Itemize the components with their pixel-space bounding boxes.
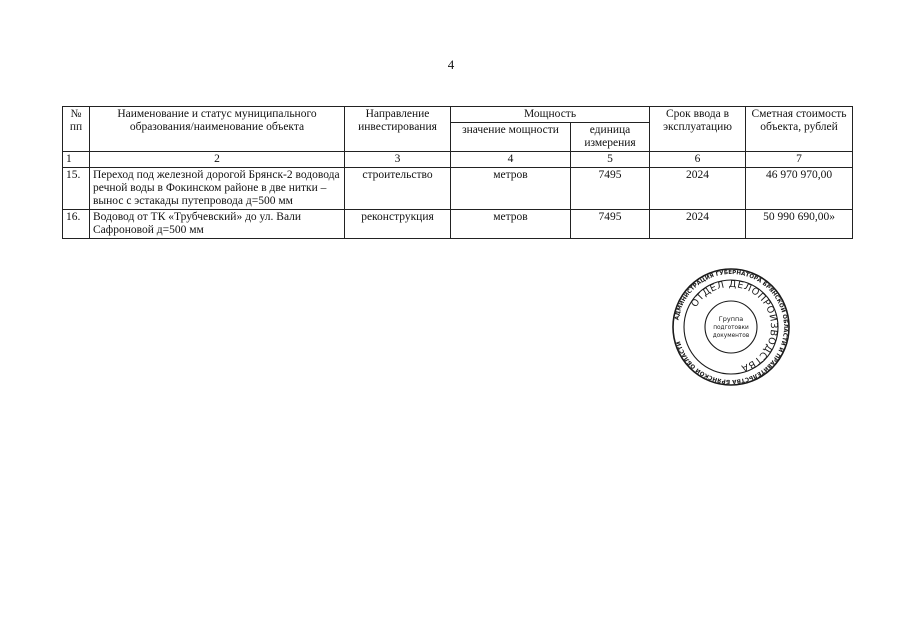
- row-cost: 46 970 970,00: [746, 168, 853, 210]
- column-number: 6: [650, 152, 746, 168]
- row-direction: реконструкция: [345, 210, 451, 239]
- row-capacity-value: метров: [451, 210, 571, 239]
- column-number: 1: [63, 152, 90, 168]
- row-capacity-value: метров: [451, 168, 571, 210]
- stamp-inner-text: ОТДЕЛ ДЕЛОПРОИЗВОДСТВА: [689, 278, 780, 374]
- investment-table: [62, 106, 853, 239]
- header-num: № пп: [63, 107, 90, 152]
- row-num: 15.: [63, 168, 90, 210]
- table-header-row: [63, 107, 853, 123]
- row-capacity-unit: 7495: [571, 210, 650, 239]
- row-cost: 50 990 690,00»: [746, 210, 853, 239]
- column-number: 7: [746, 152, 853, 168]
- page-number: 4: [447, 57, 455, 72]
- header-name: Наименование и статус муниципального образования/наименование объекта: [90, 107, 345, 152]
- table-row: [63, 168, 853, 210]
- row-name: Переход под железной дорогой Брянск-2 водовода речной воды в Фокинском районе в две нитки – вынос с эстакады путепровода д=500 мм: [90, 168, 345, 210]
- stamp-outer-text: АДМИНИСТРАЦИЯ ГУБЕРНАТОРА БРЯНСКОЙ ОБЛАСТИ И ПРАВИТЕЛЬСТВА БРЯНСКОЙ ОБЛАСТИ: [674, 269, 789, 385]
- header-cost: Сметная стоимость объекта, рублей: [746, 107, 853, 152]
- stamp-center-line: документов: [712, 333, 750, 339]
- row-term: 2024: [650, 168, 746, 210]
- header-capacity: Мощность: [451, 107, 650, 123]
- row-capacity-unit: 7495: [571, 168, 650, 210]
- row-direction: строительство: [345, 168, 451, 210]
- row-term: 2024: [650, 210, 746, 239]
- header-direction: Направление инвестирования: [345, 107, 451, 152]
- row-num: 16.: [63, 210, 90, 239]
- header-term: Срок ввода в эксплуатацию: [650, 107, 746, 152]
- column-number: 3: [345, 152, 451, 168]
- header-capacity-unit: единица измерения: [571, 123, 650, 152]
- table-row: [63, 210, 853, 239]
- column-number: 5: [571, 152, 650, 168]
- header-capacity-value: значение мощности: [451, 123, 571, 152]
- row-name: Водовод от ТК «Трубчевский» до ул. Вали Сафроновой д=500 мм: [90, 210, 345, 239]
- stamp-center-line: подготовки: [713, 325, 749, 331]
- column-number-row: [63, 152, 853, 168]
- stamp-center-line: Группа: [718, 315, 744, 323]
- column-number: 4: [451, 152, 571, 168]
- department-stamp: [672, 268, 790, 386]
- column-number: 2: [90, 152, 345, 168]
